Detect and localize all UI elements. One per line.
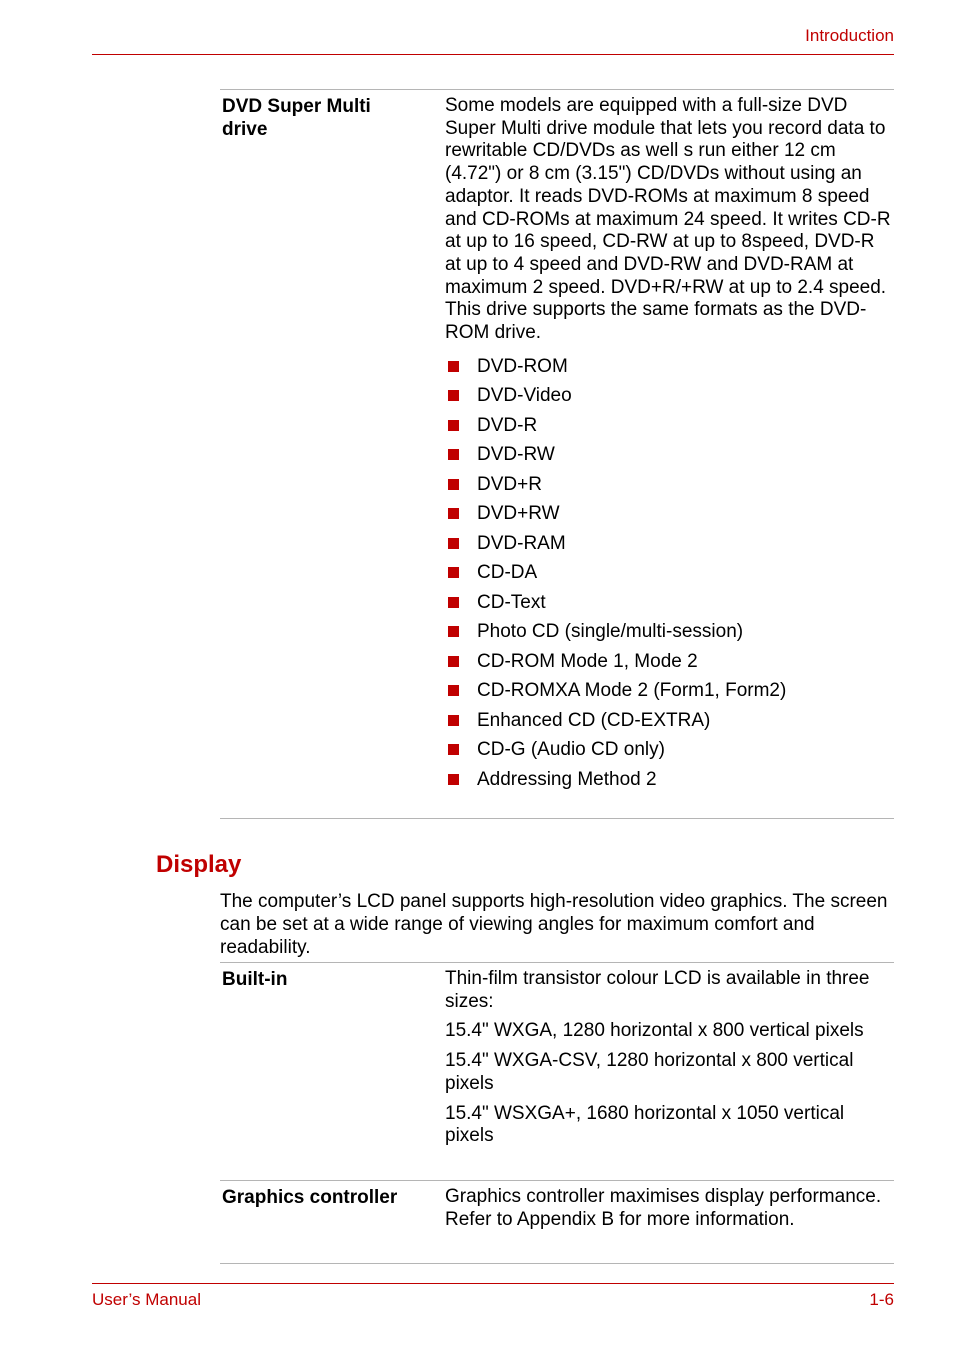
section-heading-display: Display (156, 851, 242, 878)
description-cell (445, 963, 894, 1148)
square-bullet-icon (448, 774, 459, 785)
square-bullet-icon (448, 597, 459, 608)
square-bullet-icon (448, 420, 459, 431)
table-row (220, 962, 894, 1180)
description-paragraph: 15.4" WXGA, 1280 horizontal x 800 vertical pixels (445, 1020, 864, 1042)
square-bullet-icon (448, 508, 459, 519)
square-bullet-icon (448, 656, 459, 667)
square-bullet-icon (448, 538, 459, 549)
square-bullet-icon (448, 744, 459, 755)
term-dvd-super-multi: DVD Super Multi drive (222, 96, 371, 140)
description-cell (445, 90, 894, 794)
list-item: DVD-RW (445, 440, 894, 470)
format-list (445, 352, 894, 795)
list-item: CD-ROMXA Mode 2 (Form1, Form2) (445, 676, 894, 706)
square-bullet-icon (448, 449, 459, 460)
footer-manual-title: User’s Manual (92, 1290, 201, 1309)
list-item: DVD-R (445, 411, 894, 441)
list-item: DVD+RW (445, 499, 894, 529)
square-bullet-icon (448, 479, 459, 490)
display-intro: The computer’s LCD panel supports high-resolution video graphics. The screen can be set at a wide range of viewing angles for maximum comfort and readability. (220, 891, 888, 958)
header-section-title: Introduction (805, 26, 894, 45)
list-item: CD-DA (445, 558, 894, 588)
display-table (220, 962, 894, 1264)
list-item: Addressing Method 2 (445, 765, 894, 795)
header-rule (92, 54, 894, 55)
description-paragraph: Graphics controller maximises display performance. Refer to Appendix B for more information. (445, 1186, 882, 1230)
square-bullet-icon (448, 685, 459, 696)
square-bullet-icon (448, 567, 459, 578)
footer-page-number: 1-6 (869, 1290, 894, 1309)
square-bullet-icon (448, 390, 459, 401)
term-graphics-controller: Graphics controller (222, 1187, 398, 1208)
square-bullet-icon (448, 626, 459, 637)
list-item: Photo CD (single/multi-session) (445, 617, 894, 647)
list-item: CD-G (Audio CD only) (445, 735, 894, 765)
term-built-in: Built-in (222, 969, 288, 990)
dvd-description: Some models are equipped with a full-size DVD Super Multi drive module that lets you record data to rewritable CD/DVDs as well s run either 12 cm (4.72") or 8 cm (3.15") CD/DVDs without using an adaptor. It reads DVD-ROMs at maximum 8 speed and CD-ROMs at maximum 24 speed. It writes CD-R at up to 16 speed, CD-RW at up to 8speed, DVD-R at up to 4 speed and DVD-RW and DVD-RAM at maximum 2 speed. DVD+R/+RW at up to 2.4 speed. This drive supports the same formats as the DVD-ROM drive. (445, 95, 891, 344)
square-bullet-icon (448, 361, 459, 372)
square-bullet-icon (448, 715, 459, 726)
table-row (220, 89, 894, 819)
list-item: Enhanced CD (CD-EXTRA) (445, 706, 894, 736)
list-item: DVD+R (445, 470, 894, 500)
table-row (220, 1180, 894, 1264)
list-item: DVD-ROM (445, 352, 894, 382)
description-paragraph: 15.4" WSXGA+, 1680 horizontal x 1050 vertical pixels (445, 1102, 845, 1147)
list-item: DVD-RAM (445, 529, 894, 559)
dvd-drive-table (220, 89, 894, 819)
description-paragraph: 15.4" WXGA-CSV, 1280 horizontal x 800 vertical pixels (445, 1050, 854, 1094)
description-cell (445, 1181, 894, 1231)
list-item: DVD-Video (445, 381, 894, 411)
list-item: CD-Text (445, 588, 894, 618)
description-paragraph: Thin-film transistor colour LCD is available in three sizes: (445, 968, 870, 1012)
list-item: CD-ROM Mode 1, Mode 2 (445, 647, 894, 677)
footer-rule (92, 1283, 894, 1284)
